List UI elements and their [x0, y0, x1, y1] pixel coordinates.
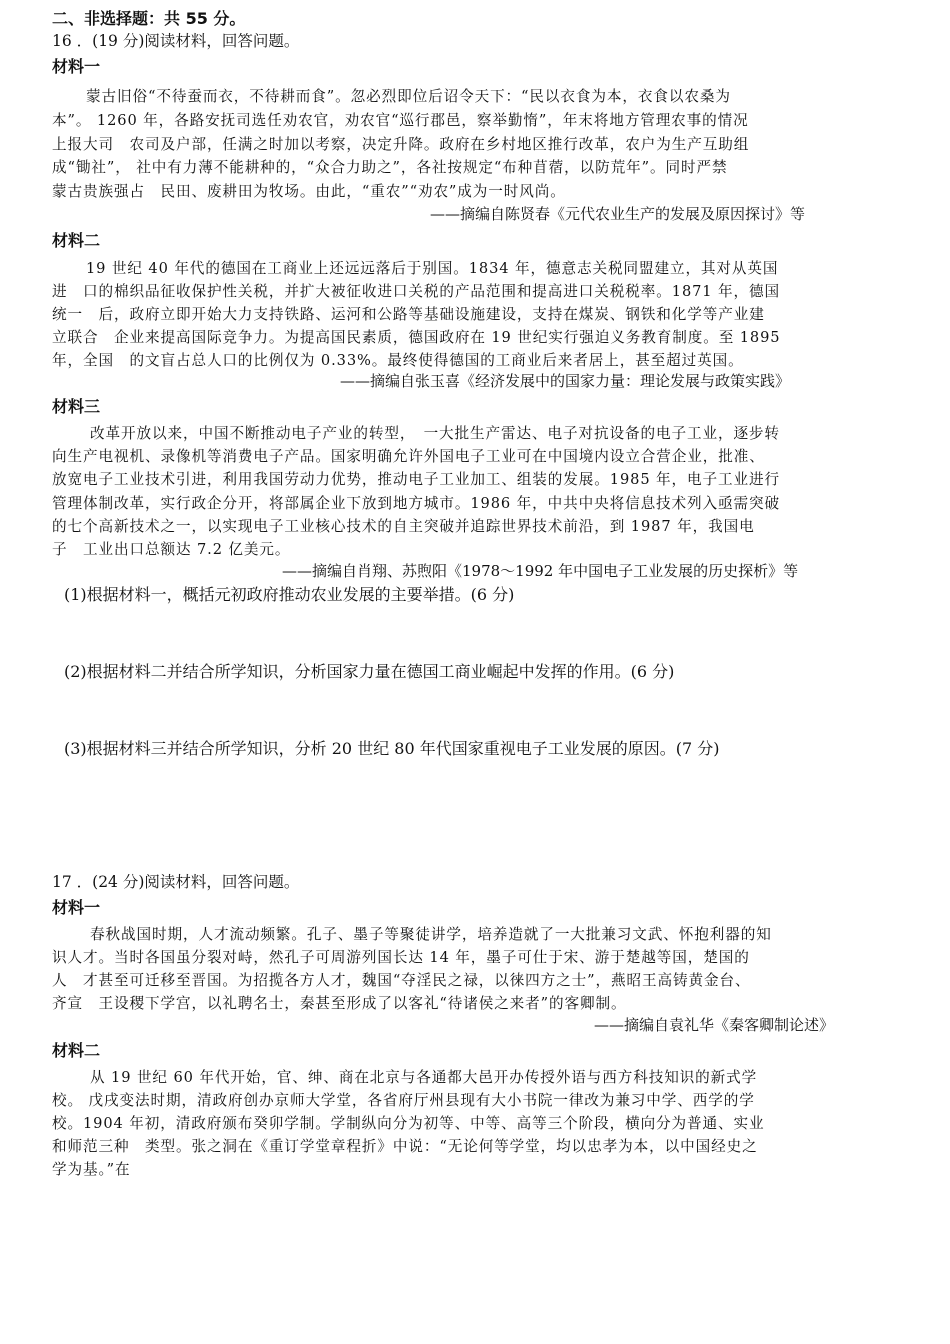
q16-m1-source: ——摘编自陈贤春《元代农业生产的发展及原因探讨》等 — [430, 205, 806, 223]
q17-m2-line: 学为基。”在 — [52, 1161, 131, 1178]
q16-material-3-label: 材料三 — [52, 397, 101, 416]
q16-m2-line: 统一 后，政府立即开始大力支持铁路、运河和公路等基础设施建设，支持在煤炭、钢铁和化学等产业建 — [52, 306, 765, 323]
q16-m3-line: 改革开放以来，中国不断推动电子产业的转型， 一大批生产雷达、电子对抗设备的电子工业，逐步转 — [90, 425, 780, 442]
q16-m3-line: 放宽电子工业技术引进，利用我国劳动力优势，推动电子工业加工、组装的发展。1985 年，电子工业进行 — [52, 471, 781, 488]
q17-m2-line: 和师范三种 类型。张之洞在《重订学堂章程折》中说：“无论何等学堂，均以忠孝为本，以中国经史之 — [52, 1138, 758, 1155]
q17-material-2-label: 材料二 — [52, 1041, 101, 1060]
q16-m1-line: 本”。 1260 年，各路安抚司选任劝农官，劝农官“巡行郡邑，察举勤惰”，年末将地方管理农事的情况 — [52, 112, 749, 129]
q16-subquestion-1: (1)根据材料一，概括元初政府推动农业发展的主要举措。(6 分) — [64, 585, 515, 604]
question-17-header: 17 ．(24 分)阅读材料，回答问题。 — [52, 873, 300, 891]
q16-m1-line: 上报大司 农司及户部，任满之时加以考察，决定升降。政府在乡村地区推行改革，农户为生产互助组 — [52, 136, 750, 153]
q16-m2-line: 19 世纪 40 年代的德国在工商业上还远远落后于别国。1834 年，德意志关税同盟建立，其对从英国 — [86, 260, 779, 277]
q17-m2-line: 从 19 世纪 60 年代开始，官、绅、商在北京与各通都大邑开办传授外语与西方科技知识的新式学 — [90, 1069, 758, 1086]
q17-m1-line: 春秋战国时期，人才流动频繁。孔子、墨子等聚徒讲学，培养造就了一大批兼习文武、怀抱利器的知 — [90, 926, 772, 943]
q16-m3-line: 管理体制改革，实行政企分开，将部属企业下放到地方城市。1986 年，中共中央将信息技术列入亟需突破 — [52, 495, 781, 512]
q16-material-1-label: 材料一 — [52, 57, 101, 76]
q17-m1-line: 人 才甚至可迁移至晋国。为招揽各方人才，魏国“夺淫民之禄，以徕四方之士”，燕昭王高铸黄金台、 — [52, 972, 751, 989]
q16-subquestion-2: (2)根据材料二并结合所学知识，分析国家力量在德国工商业崛起中发挥的作用。(6 分) — [64, 662, 675, 681]
q17-m1-line: 识人才。当时各国虽分裂对峙，然孔子可周游列国长达 14 年，墨子可仕于宋、游于楚越等国，楚国的 — [52, 949, 750, 966]
q16-material-2-label: 材料二 — [52, 231, 101, 250]
section-title: 二、非选择题：共 55 分。 — [52, 9, 246, 28]
q16-m1-line: 蒙古旧俗“不待蚕而衣，不待耕而食”。忽必烈即位后诏令天下：“民以衣食为本，衣食以农桑为 — [86, 88, 731, 105]
q17-material-1-label: 材料一 — [52, 898, 101, 917]
q16-m1-line: 蒙古贵族强占 民田、废耕田为牧场。由此，“重农”“劝农”成为一时风尚。 — [52, 183, 566, 200]
q16-m3-source: ——摘编自肖翔、苏煦阳《1978～1992 年中国电子工业发展的历史探析》等 — [282, 562, 799, 580]
q16-m3-line: 的七个高新技术之一，以实现电子工业核心技术的自主突破并追踪世界技术前沿，到 1987 年，我国电 — [52, 518, 755, 535]
q17-m1-line: 齐宣 王设稷下学宫，以礼聘名士，秦甚至形成了以客礼“待诸侯之来者”的客卿制。 — [52, 995, 627, 1012]
q16-m3-line: 子 工业出口总额达 7.2 亿美元。 — [52, 541, 291, 558]
q16-m3-line: 向生产电视机、录像机等消费电子产品。国家明确允许外国电子工业可在中国境内设立合营企业，批准、 — [52, 448, 765, 465]
q16-m2-line: 进 口的棉织品征收保护性关税，并扩大被征收进口关税的产品范围和提高进口关税税率。1871 年，德国 — [52, 283, 781, 300]
q17-m1-source: ——摘编自袁礼华《秦客卿制论述》 — [594, 1016, 835, 1034]
q17-m2-line: 校。1904 年初，清政府颁布癸卯学制。学制纵向分为初等、中等、高等三个阶段，横向分为普通、实业 — [52, 1115, 765, 1132]
question-16-header: 16 ．(19 分)阅读材料，回答问题。 — [52, 32, 300, 50]
q16-m1-line: 成“锄社”， 社中有力薄不能耕种的，“众合力助之”，各社按规定“布种苜蓿，以防荒年”。同时严禁 — [52, 159, 728, 176]
q16-m2-line: 立联合 企业来提高国际竞争力。为提高国民素质，德国政府在 19 世纪实行强迫义务教育制度。至 1895 — [52, 329, 781, 346]
q16-m2-source: ——摘编自张玉喜《经济发展中的国家力量：理论发展与政策实践》 — [340, 372, 791, 390]
q16-subquestion-3: (3)根据材料三并结合所学知识，分析 20 世纪 80 年代国家重视电子工业发展的原因。(7 分) — [64, 739, 720, 758]
q17-m2-line: 校。 戊戌变法时期，清政府创办京师大学堂，各省府厅州县现有大小书院一律改为兼习中学、西学的学 — [52, 1092, 755, 1109]
q16-m2-line: 年，全国 的文盲占总人口的比例仅为 0.33%。最终使得德国的工商业后来者居上，甚至超过英国。 — [52, 352, 744, 369]
